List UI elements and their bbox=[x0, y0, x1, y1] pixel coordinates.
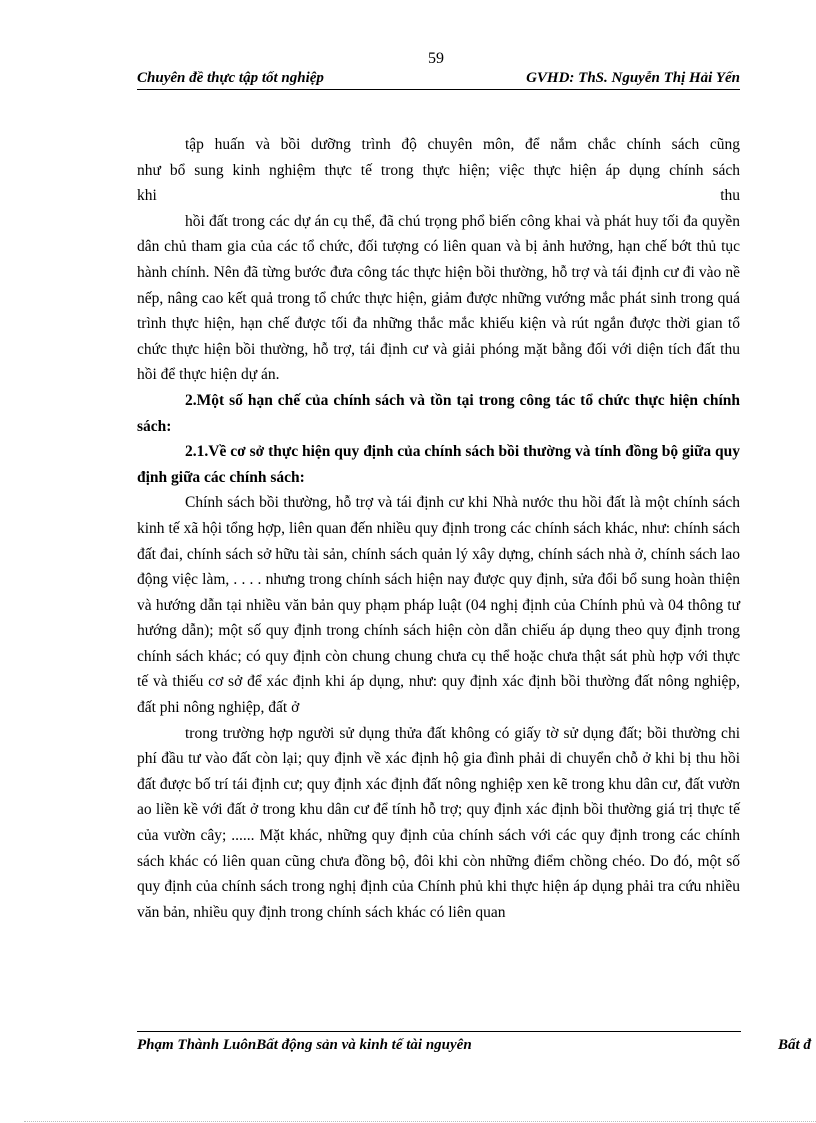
header-right-supervisor: GVHD: ThS. Nguyễn Thị Hải Yến bbox=[526, 70, 740, 86]
paragraph-line: như bổ sung kinh nghiệm thực tế trong thực hiện; việc thực hiện áp dụng chính sách bbox=[137, 161, 740, 179]
page-header bbox=[137, 70, 740, 90]
paragraph: hồi đất trong các dự án cụ thể, đã chú trọng phổ biến công khai và phát huy tối đa quyền dân chủ tham gia của các tổ chức, đối tượng có liên quan và bị ảnh hưởng, hạn chế bớt thủ tục hành chính. Nên đã từng bước đưa công tác thực hiện bồi thường, hỗ trợ và tái định cư đi vào nề nếp, nâng cao kết quả trong tổ chức thực hiện, giảm được những vướng mắc phát sinh trong quá trình thực hiện, hạn chế được tối đa những thắc mắc khiếu kiện và rút ngắn được thời gian tổ chức thực hiện bồi thường, hỗ trợ, tái định cư và giải phóng mặt bằng đối với diện tích đất thu hồi để thực hiện dự án. bbox=[137, 212, 740, 384]
subsection-heading: 2.1.Về cơ sở thực hiện quy định của chính sách bồi thường và tính đồng bộ giữa quy định giữa các chính sách: bbox=[137, 443, 740, 486]
page-number: 59 bbox=[428, 50, 444, 67]
paragraph: trong trường hợp người sử dụng thửa đất không có giấy tờ sử dụng đất; bồi thường chi phí đầu tư vào đất còn lại; quy định về xác định hộ gia đình phải di chuyển chỗ ở khi bị thu hồi đất được bố trí tái định cư; quy định xác định đất nông nghiệp xen kẽ trong khu dân cư, đất vườn ao liền kề với đất ở trong khu dân cư để tính hỗ trợ; quy định xác định bồi thường giá trị thực tế của vườn cây; ...... Mặt khác, những quy định của chính sách với các quy định trong các chính sách khác có liên quan cũng chưa đồng bộ, đôi khi còn những điểm chồng chéo. Do đó, một số quy định của chính sách trong nghị định của Chính phủ khi thực hiện áp dụng phải tra cứu nhiều văn bản, nhiều quy định trong chính sách khác có liên quan bbox=[137, 724, 740, 921]
split-word-right: thu bbox=[720, 187, 740, 205]
paragraph: Chính sách bồi thường, hỗ trợ và tái định cư khi Nhà nước thu hồi đất là một chính sách kinh tế xã hội tổng hợp, liên quan đến nhiều quy định trong các chính sách khác, như: chính sách đất đai, chính sách sở hữu tài sản, chính sách quản lý xây dựng, chính sách nhà ở, chính sách lao động việc làm, . . . . nhưng trong chính sách hiện nay được quy định, sửa đổi bổ sung hoàn thiện và hướng dẫn tại nhiều văn bản quy phạm pháp luật (04 nghị định của Chính phủ và 04 thông tư hướng dẫn); một số quy định trong chính sách hiện còn dẫn chiếu áp dụng theo quy định trong chính sách khác; có quy định còn chung chung chưa cụ thể hoặc chưa thật sát phù hợp với thực tế và thiếu cơ sở để xác định khi áp dụng, như: quy định xác định bồi thường đất nông nghiệp, đất phi nông nghiệp, đất ở bbox=[137, 494, 740, 717]
header-left-title: Chuyên đề thực tập tốt nghiệp bbox=[137, 70, 324, 86]
footer-right-text: Bất đ bbox=[778, 1037, 811, 1053]
paragraph-line: tập huấn và bồi dưỡng trình độ chuyên môn, để nắm chắc chính sách cũng bbox=[185, 136, 740, 153]
page-bottom-edge bbox=[24, 1121, 816, 1122]
footer-rule bbox=[137, 1031, 741, 1032]
document-body bbox=[137, 132, 740, 925]
section-heading: 2.Một số hạn chế của chính sách và tồn tại trong công tác tổ chức thực hiện chính sách: bbox=[137, 391, 740, 435]
footer-left-text: Phạm Thành LuônBất động sản và kinh tế tài nguyên bbox=[137, 1037, 472, 1053]
paragraph-line-split bbox=[137, 183, 740, 209]
split-word-left: khi bbox=[137, 187, 157, 205]
